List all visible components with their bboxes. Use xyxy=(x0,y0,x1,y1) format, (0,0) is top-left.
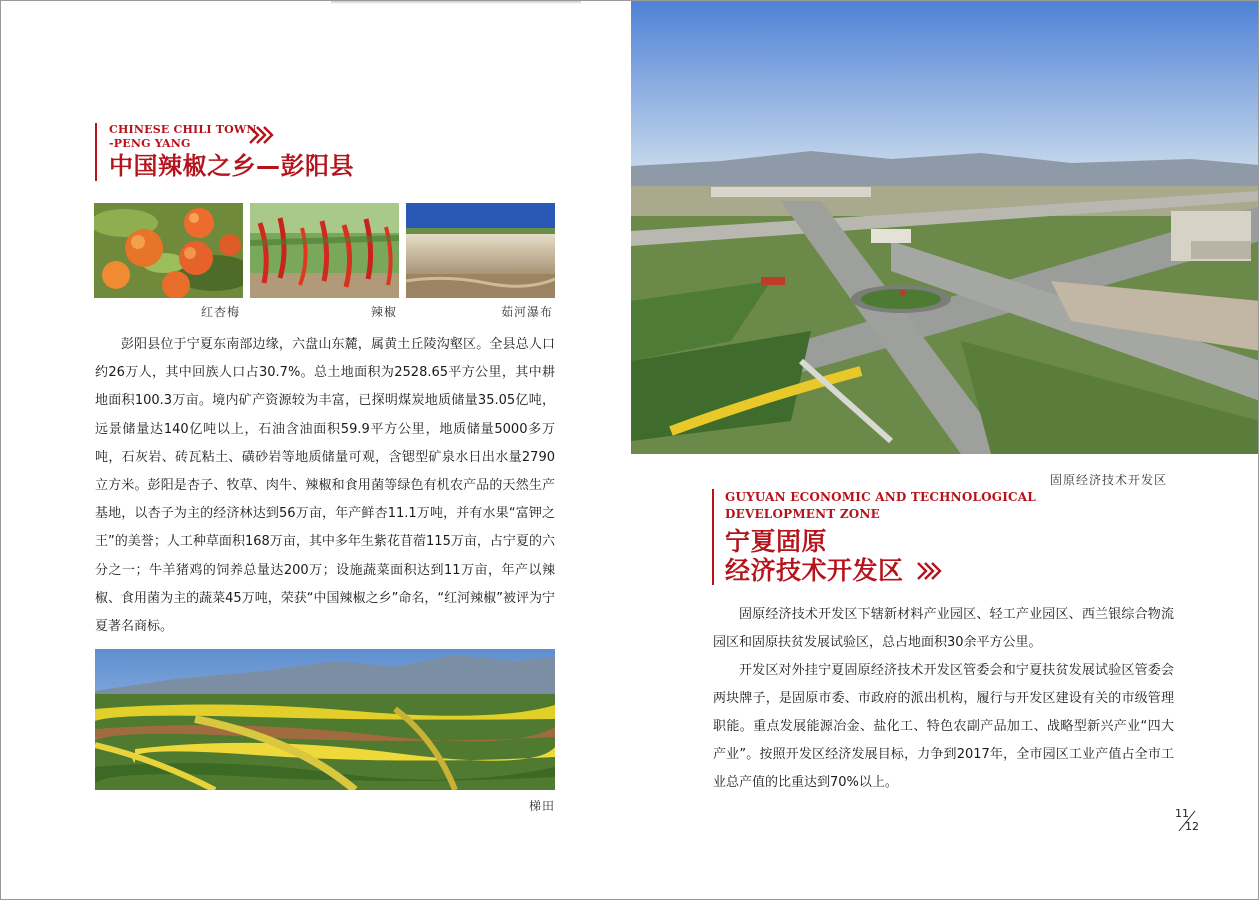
development-zone-aerial-photo xyxy=(631,1,1259,454)
thumbnail-caption: 辣椒 xyxy=(371,305,398,319)
aerial-photo-caption: 固原经济技术开发区 xyxy=(1050,473,1168,487)
apricot-photo xyxy=(94,203,243,298)
header-accent-bar xyxy=(712,489,714,585)
double-chevron-icon xyxy=(247,125,275,145)
terrace-caption: 梯田 xyxy=(529,799,556,813)
paragraph: 开发区对外挂宁夏固原经济技术开发区管委会和宁夏扶贫发展试验区管委会两块牌子，是固原市委、市政府的派出机构，履行与开发区建设有关的市级管理职能。重点发展能源冶金、盐化工、特色农副产品加工、战略型新兴产业“四大产业”。按照开发区经济发展目标，力争到2017年，全市园区工业产值占全市工业总产值的比重达到70%以上。 xyxy=(713,663,1174,790)
english-title-line2: DEVELOPMENT ZONE xyxy=(725,507,880,521)
development-zone-description xyxy=(713,601,1174,797)
page-number-left: 11 xyxy=(1175,807,1189,820)
header-accent-bar xyxy=(95,123,97,181)
terrace-fields-photo xyxy=(95,649,555,790)
page-number xyxy=(1171,807,1201,835)
thumbnail-caption: 茹河瀑布 xyxy=(501,305,554,319)
page-title: 中国辣椒之乡—彭阳县 xyxy=(109,152,354,180)
english-title-line1: GUYUAN ECONOMIC AND TECHNOLOGICAL xyxy=(725,490,1036,504)
section-title-line1: 宁夏固原 xyxy=(725,527,828,556)
english-title-line2: -PENG YANG xyxy=(109,137,191,150)
page-number-right: 12 xyxy=(1185,820,1199,833)
paragraph: 固原经济技术开发区下辖新材料产业园区、轻工产业园区、西兰银综合物流园区和固原扶贫发展试验区，总占地面积30余平方公里。 xyxy=(713,607,1174,650)
thumbnail-caption: 红杏梅 xyxy=(201,305,241,319)
english-title-line1: CHINESE CHILI TOWN xyxy=(109,123,257,136)
page-edge-shadow xyxy=(331,1,581,4)
section-title-line2: 经济技术开发区 xyxy=(725,556,904,585)
chili-photo xyxy=(250,203,399,298)
double-chevron-icon xyxy=(915,561,943,581)
pengyang-description: 彭阳县位于宁夏东南部边缘，六盘山东麓，属黄土丘陵沟壑区。全县总人口约26万人，其中回族人口占30.7%。总土地面积为2528.65平方公里，其中耕地面积100.3万亩。境内矿产资源较为丰富，已探明煤炭地质储量35.05亿吨，远景储量达140亿吨以上，石油含油面积59.9平方公里，地质储量5000多万吨，石灰岩、砖瓦粘土、磺砂岩等地质储量可观，含锶型矿泉水日出水量2790立方米。彭阳是杏子、牧草、肉牛、辣椒和食用菌等绿色有机农产品的天然生产基地，以杏子为主的经济林达到56万亩，年产鲜杏11.1万吨，并有水果“富钾之王”的美誉；人工种草面积168万亩，其中多年生紫花苜蓿115万亩，占宁夏的六分之一；牛羊猪鸡的饲养总量达200万；设施蔬菜面积达到11万亩，年产以辣椒、食用菌为主的蔬菜45万吨，荣获“中国辣椒之乡”命名，“红河辣椒”被评为宁夏著名商标。 xyxy=(95,337,555,635)
waterfall-photo xyxy=(406,203,555,298)
